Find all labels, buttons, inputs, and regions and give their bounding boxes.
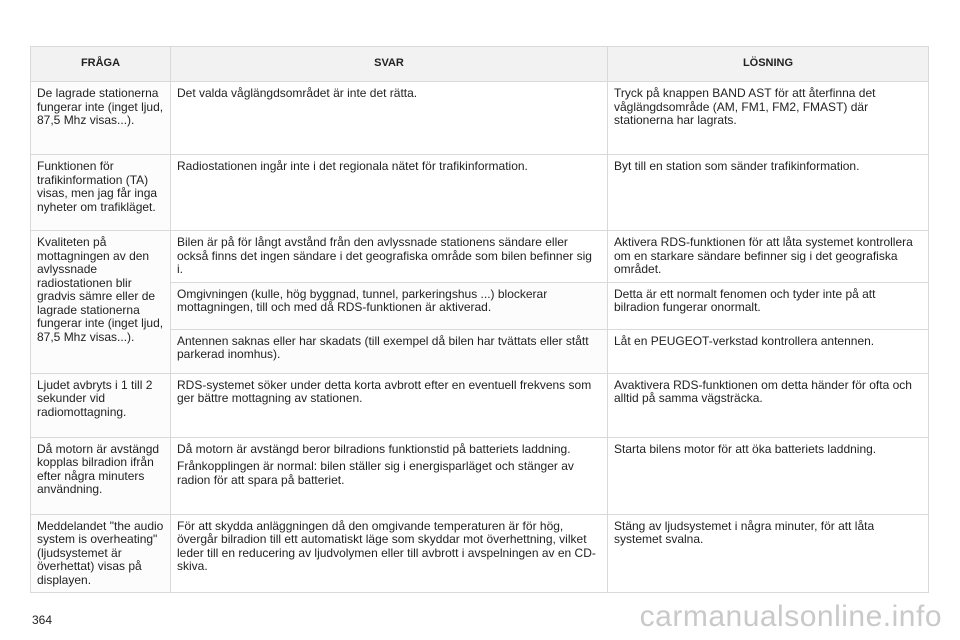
question-cell: Då motorn är avstängd kopplas bilradion ifrån efter några minuters användning. [31, 437, 171, 514]
answer-cell: Bilen är på för långt avstånd från den avlyssnade stationens sändare eller också finns det ingen sändare i det geografiska område som bilen befinner sig i. [171, 231, 608, 283]
table-row [31, 231, 929, 283]
table-row [31, 373, 929, 437]
table-row [31, 514, 929, 593]
answer-cell: För att skydda anläggningen då den omgivande temperaturen är för hög, övergår bilradion till ett automatiskt läge som skyddar mot överhettning, vilket leder till en reducering av ljudvolymen eller till avbrott i avspelningen av en CD-skiva. [171, 514, 608, 593]
answer-paragraph: Då motorn är avstängd beror bilradions funktionstid på batteriets laddning. [177, 441, 571, 456]
header-answer: SVAR [171, 47, 608, 82]
solution-cell: Avaktivera RDS-funktionen om detta händer för ofta och alltid på samma vägsträcka. [608, 373, 929, 437]
answer-paragraph: Frånkopplingen är normal: bilen ställer sig i energisparläget och stänger av radion för att spara på batteriet. [177, 459, 574, 487]
answer-cell [171, 437, 608, 514]
solution-cell: Starta bilens motor för att öka batteriets laddning. [608, 437, 929, 514]
header-solution: LÖSNING [608, 47, 929, 82]
question-cell: Ljudet avbryts i 1 till 2 sekunder vid radiomottagning. [31, 373, 171, 437]
solution-cell: Byt till en station som sänder trafikinformation. [608, 155, 929, 231]
watermark: carmanualsonline.info [639, 600, 942, 633]
solution-cell: Detta är ett normalt fenomen och tyder inte på att bilradion fungerar onormalt. [608, 282, 929, 329]
table-row [31, 437, 929, 514]
answer-cell: Omgivningen (kulle, hög byggnad, tunnel, parkeringshus ...) blockerar mottagningen, till och med då RDS-funktionen är aktiverad. [171, 282, 608, 329]
header-question: FRÅGA [31, 47, 171, 82]
answer-cell: Antennen saknas eller har skadats (till exempel då bilen har tvättats eller stått parkerad inomhus). [171, 329, 608, 373]
answer-cell: RDS-systemet söker under detta korta avbrott efter en eventuell frekvens som ger bättre mottagning av stationen. [171, 373, 608, 437]
page-number: 364 [32, 613, 53, 627]
solution-cell: Stäng av ljudsystemet i några minuter, för att låta systemet svalna. [608, 514, 929, 593]
question-cell: Funktionen för trafikinformation (TA) visas, men jag får inga nyheter om trafikläget. [31, 155, 171, 231]
solution-cell: Låt en PEUGEOT-verkstad kontrollera antennen. [608, 329, 929, 373]
solution-cell: Aktivera RDS-funktionen för att låta systemet kontrollera om en starkare sändare befinner sig i det geografiska området. [608, 231, 929, 283]
answer-cell: Det valda våglängdsområdet är inte det rätta. [171, 82, 608, 155]
table-row [31, 155, 929, 231]
table-header-row [31, 47, 929, 82]
answer-cell: Radiostationen ingår inte i det regionala nätet för trafikinformation. [171, 155, 608, 231]
question-cell: De lagrade stationerna fungerar inte (inget ljud, 87,5 Mhz visas...). [31, 82, 171, 155]
table-row [31, 82, 929, 155]
troubleshooting-table [30, 46, 929, 593]
question-cell: Meddelandet "the audio system is overheating" (ljudsystemet är överhettat) visas på displayen. [31, 514, 171, 593]
solution-cell: Tryck på knappen BAND AST för att återfinna det våglängdsområde (AM, FM1, FM2, FMAST) där stationerna har lagrats. [608, 82, 929, 155]
question-cell: Kvaliteten på mottagningen av den avlyssnade radiostationen blir gradvis sämre eller de lagrade stationerna fungerar inte (inget ljud, 87,5 Mhz visas...). [31, 231, 171, 374]
